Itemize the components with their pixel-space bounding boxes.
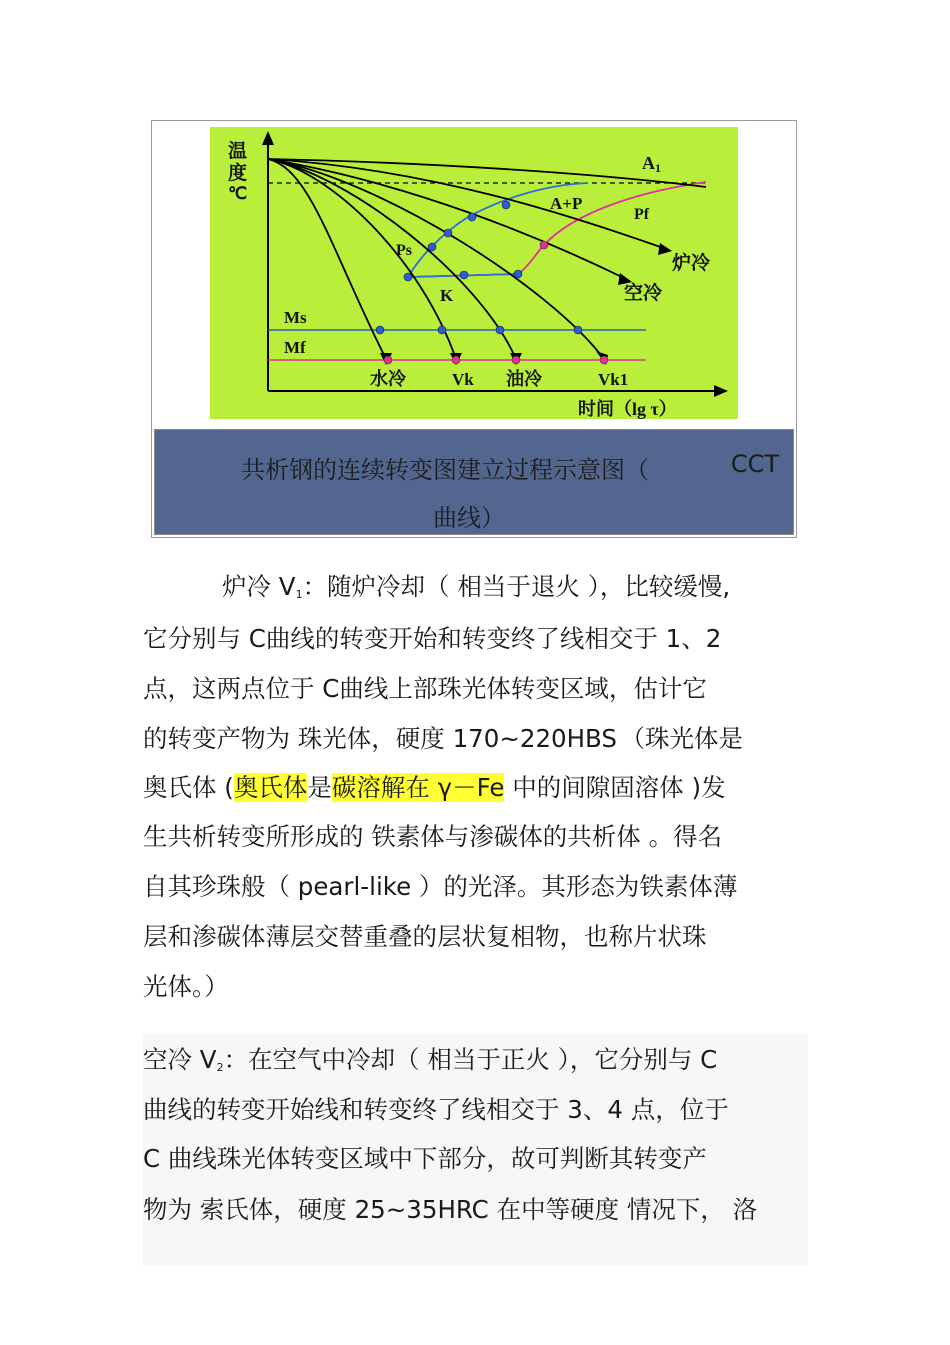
highlight-carbon-dissolved: 碳溶解在 γ－Fe (331, 773, 505, 802)
para1-line-6: 生共析转变所形成的 铁素体与渗碳体的共析体 。得名 (143, 822, 723, 851)
label-air: 空冷 (624, 283, 663, 304)
x-axis-label: 时间（lg τ） (578, 399, 677, 419)
figure-frame (151, 120, 797, 538)
label-pf: Pf (634, 206, 650, 223)
para2-line-1: 空冷 $V_2$：在空气中冷却（ 相当于正火 ），它分别与 C (143, 1045, 718, 1074)
dot-ms-2 (438, 326, 446, 334)
dot-6 (460, 271, 468, 279)
label-water: 水冷 (370, 369, 406, 389)
y-label-1: 温 (228, 141, 248, 162)
highlight-austenite: 奥氏体 (233, 773, 308, 802)
figure-caption (154, 429, 794, 535)
para1-line-5: 奥氏体 (奥氏体是碳溶解在 γ－Fe 中的间隙固溶体 )发 (143, 773, 726, 802)
dot-1 (502, 201, 510, 209)
label-a1: A1 (642, 153, 661, 175)
label-oil: 油冷 (506, 369, 542, 389)
dot-ms-4 (574, 326, 582, 334)
para2-line-4: 物为 索氏体，硬度 25~35HRC 在中等硬度 情况下， 洛 (143, 1195, 758, 1224)
para1-line-8: 层和渗碳体薄层交替重叠的层状复相物，也称片状珠 (143, 922, 707, 951)
dot-pf (540, 241, 548, 249)
label-ps: Ps (396, 242, 412, 259)
dot-4 (428, 243, 436, 251)
para1-line-9: 光体。） (143, 972, 229, 1001)
label-ap: A+P (550, 194, 583, 213)
label-ms: Ms (284, 308, 307, 327)
caption-cct: CCT (730, 450, 779, 478)
para1-line-2: 它分别与 C曲线的转变开始和转变终了线相交于 1、2 (143, 624, 722, 653)
dot-mf-1 (384, 356, 392, 364)
para1-line-1: 炉冷 $V_1$：随炉冷却（ 相当于退火 ），比较缓慢, (222, 572, 731, 601)
para1-line-7: 自其珍珠般（ pearl-like ）的光泽。其形态为铁素体薄 (143, 872, 738, 901)
label-k: K (440, 286, 454, 305)
para1-line-3: 点，这两点位于 C曲线上部珠光体转变区域，估计它 (143, 674, 707, 703)
para1-line-4: 的转变产物为 珠光体，硬度 170~220HBS （珠光体是 (143, 724, 743, 753)
caption-line-2: 曲线） (433, 504, 505, 532)
label-mf: Mf (284, 338, 306, 357)
dot-3 (444, 229, 452, 237)
label-vk: Vk (452, 370, 474, 389)
y-label-3: ℃ (228, 184, 248, 203)
dot-2 (468, 213, 476, 221)
dot-mf-3 (512, 356, 520, 364)
dot-ms-3 (496, 326, 504, 334)
dot-5 (404, 273, 412, 281)
para2-line-3: C 曲线珠光体转变区域中下部分，故可判断其转变产 (143, 1144, 707, 1173)
dot-mf-4 (600, 356, 608, 364)
caption-line-1: 共析钢的连续转变图建立过程示意图（ (241, 456, 649, 484)
dot-ms-1 (376, 326, 384, 334)
para2-line-2: 曲线的转变开始线和转变终了线相交于 3、4 点，位于 (143, 1095, 729, 1124)
dot-7 (514, 270, 522, 278)
label-furnace: 炉冷 (672, 253, 711, 274)
label-vk1: Vk1 (598, 370, 629, 389)
y-label-2: 度 (228, 163, 248, 184)
cct-diagram (210, 127, 738, 419)
dot-mf-2 (452, 356, 460, 364)
